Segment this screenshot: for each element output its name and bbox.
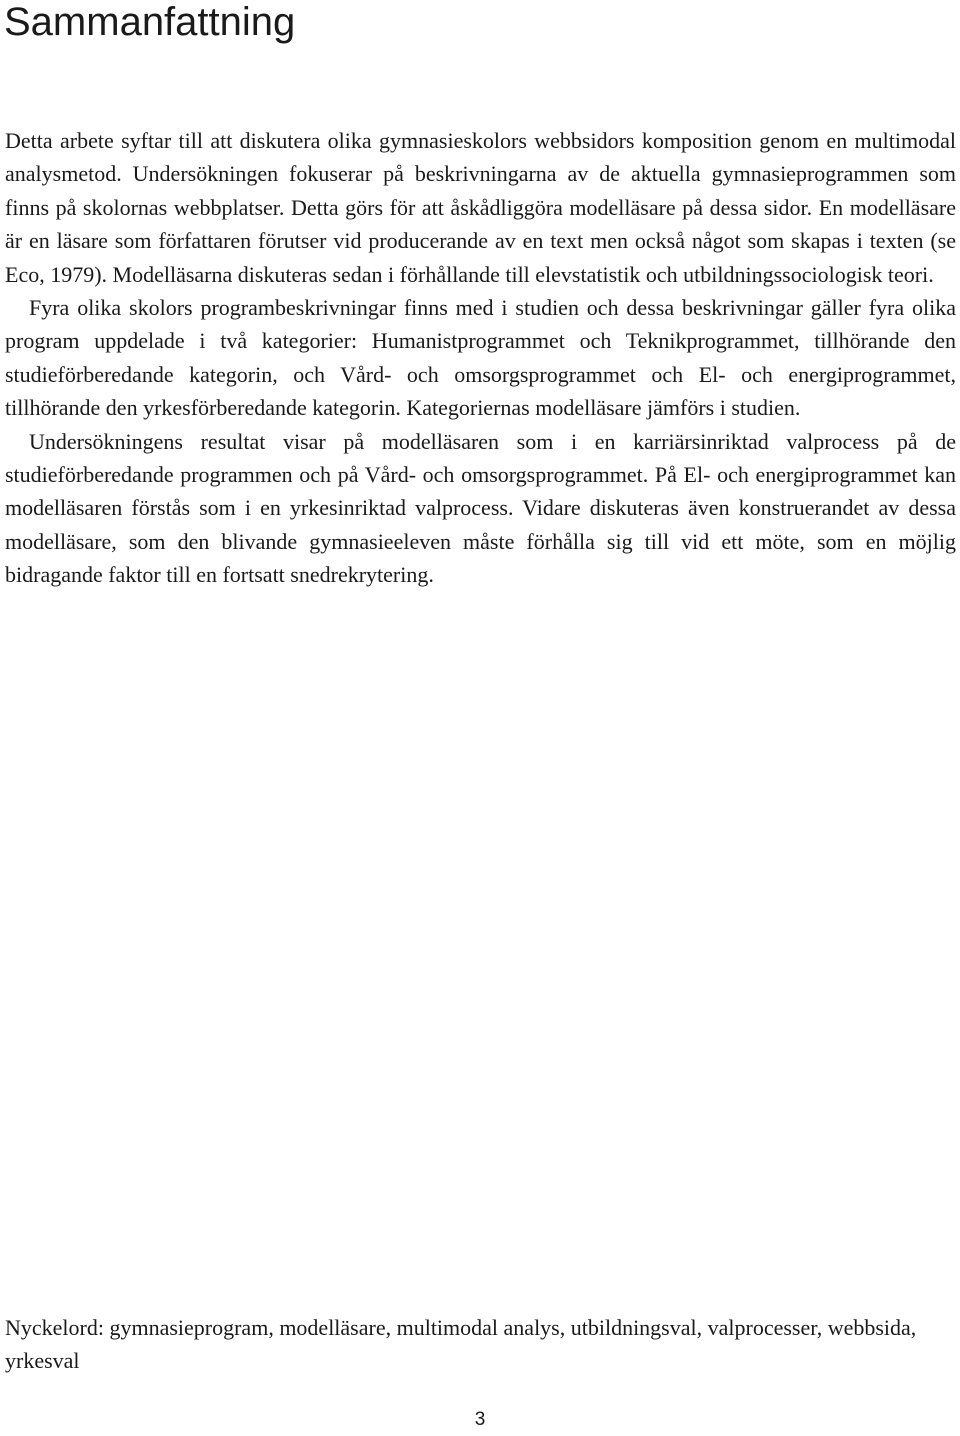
paragraph-2: Fyra olika skolors programbeskrivningar finns med i studien och dessa beskrivningar gäller fyra olika program uppdelade i två kategorier: Humanistprogrammet och Teknikprogrammet, tillhörande den studieförberedande kategorin, och Vård- och omsorgsprogrammet och El- och energiprogrammet, tillhörande den yrkesförberedande kategorin. Kategoriernas modelläsare jämförs i studien. [5,295,956,421]
keywords: Nyckelord: gymnasieprogram, modelläsare, multimodal analys, utbildningsval, valprocesser, webbsida, yrkesval [5,1315,917,1374]
paragraph-1: Detta arbete syftar till att diskutera olika gymnasieskolors webbsidors komposition genom en multimodal analysmetod. Undersökningen fokuserar på beskrivningarna av de aktuella gymnasieprogrammen som finns på skolornas webbplatser. Detta görs för att åskådliggöra modelläsare på dessa sidor. En modelläsare är en läsare som författaren förutser vid producerande av en text men också något som skapas i texten (se Eco, 1979). Modelläsarna diskuteras sedan i förhållande till elevstatistik och utbildningssociologisk teori. [5,128,956,287]
abstract-body [5,124,956,592]
page-number: 3 [474,1409,486,1430]
page-title: Sammanfattning [4,0,296,44]
paragraph-3: Undersökningens resultat visar på modelläsaren som i en karriärsinriktad valprocess på de studieförberedande programmen och på Vård- och omsorgsprogrammet. På El- och energiprogrammet kan modelläsaren förstås som i en yrkesinriktad valprocess. Vidare diskuteras även konstruerandet av dessa modelläsare, som den blivande gymnasieeleven måste förhålla sig till vid ett möte, som en möjlig bidragande faktor till en fortsatt snedrekrytering. [5,428,956,588]
